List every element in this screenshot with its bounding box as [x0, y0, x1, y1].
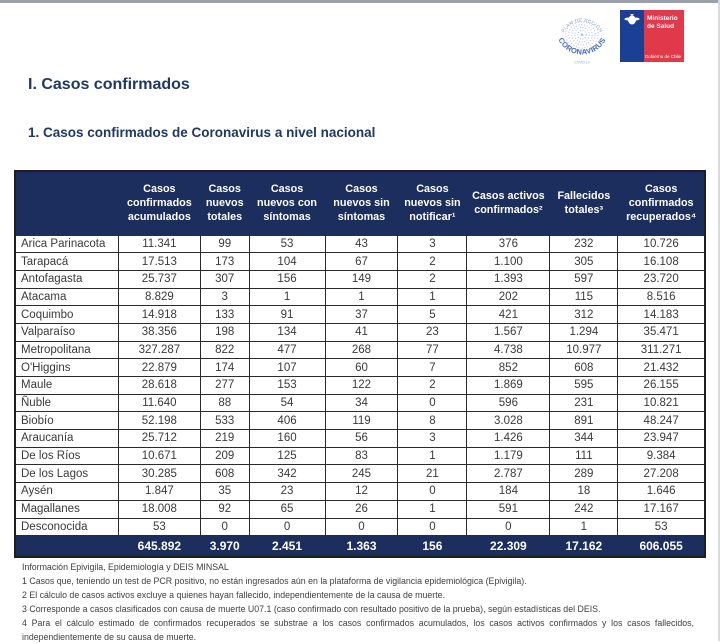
value-cell: 92 [200, 500, 249, 518]
table-row [15, 235, 705, 253]
value-cell: 202 [467, 288, 550, 306]
value-cell: 1.567 [467, 323, 550, 341]
value-cell: 35 [200, 483, 249, 501]
value-cell: 11.640 [118, 394, 200, 412]
value-cell: 1 [398, 500, 467, 518]
value-cell: 242 [550, 500, 618, 518]
value-cell: 26.155 [618, 377, 705, 395]
cases-table-body [15, 235, 705, 536]
value-cell: 43 [325, 235, 398, 253]
value-cell: 14.918 [118, 306, 200, 324]
value-cell: 0 [325, 518, 398, 536]
value-cell: 198 [200, 323, 249, 341]
value-cell: 1 [249, 288, 325, 306]
total-value-cell: 17.162 [550, 536, 618, 557]
value-cell: 65 [249, 500, 325, 518]
value-cell: 209 [200, 447, 249, 465]
column-header: Casos nuevos con síntomas [249, 171, 325, 235]
value-cell: 597 [550, 270, 618, 288]
footnote-line: 4 Para el cálculo estimado de confirmados recuperados se substrae a los casos confirmados acumulados, los casos activos confirmados y los casos fallecidos, independientemente de su causa de muerte. [22, 618, 694, 642]
svg-text:CORONAVIRUS [556, 36, 607, 57]
value-cell: 53 [249, 235, 325, 253]
value-cell: 277 [200, 377, 249, 395]
value-cell: 11.341 [118, 235, 200, 253]
value-cell: 52.198 [118, 412, 200, 430]
logo-arc-top-text: PLAN DE ACCIÓN [561, 18, 603, 34]
value-cell: 219 [200, 430, 249, 448]
cases-table-wrapper [14, 170, 706, 558]
value-cell: 21.432 [618, 359, 705, 377]
value-cell: 35.471 [618, 323, 705, 341]
header-row [15, 171, 705, 235]
value-cell: 173 [200, 253, 249, 271]
table-row [15, 465, 705, 483]
table-row [15, 412, 705, 430]
value-cell: 4.738 [467, 341, 550, 359]
value-cell: 596 [467, 394, 550, 412]
value-cell: 10.671 [118, 447, 200, 465]
total-row-label-cell [15, 536, 118, 557]
scan-edge-top [0, 0, 720, 3]
value-cell: 891 [550, 412, 618, 430]
value-cell: 156 [249, 270, 325, 288]
value-cell: 3 [398, 235, 467, 253]
total-value-cell: 606.055 [618, 536, 705, 557]
value-cell: 53 [618, 518, 705, 536]
table-row [15, 323, 705, 341]
region-name-cell: Metropolitana [15, 341, 118, 359]
value-cell: 25.712 [118, 430, 200, 448]
value-cell: 1.100 [467, 253, 550, 271]
value-cell: 591 [467, 500, 550, 518]
value-cell: 595 [550, 377, 618, 395]
cases-table-head [15, 171, 705, 235]
value-cell: 232 [550, 235, 618, 253]
value-cell: 54 [249, 394, 325, 412]
value-cell: 10.977 [550, 341, 618, 359]
value-cell: 289 [550, 465, 618, 483]
value-cell: 23 [249, 483, 325, 501]
total-value-cell: 645.892 [118, 536, 200, 557]
region-column-header [15, 171, 118, 235]
footnote-line: 1 Casos que, teniendo un test de PCR positivo, no están ingresados aún en la plataforma de vigilancia epidemiológica (Epivigila). [22, 576, 527, 586]
logo-arc-main-text: CORONAVIRUS [556, 35, 608, 57]
value-cell: 38.356 [118, 323, 200, 341]
value-cell: 1.393 [467, 270, 550, 288]
value-cell: 88 [200, 394, 249, 412]
value-cell: 174 [200, 359, 249, 377]
minsal-logo [620, 10, 684, 62]
value-cell: 53 [118, 518, 200, 536]
region-name-cell: Coquimbo [15, 306, 118, 324]
value-cell: 48.247 [618, 412, 705, 430]
header-logos [552, 6, 684, 66]
value-cell: 1.646 [618, 483, 705, 501]
value-cell: 18.008 [118, 500, 200, 518]
value-cell: 149 [325, 270, 398, 288]
value-cell: 0 [398, 483, 467, 501]
value-cell: 160 [249, 430, 325, 448]
coat-of-arms-icon [623, 13, 641, 27]
value-cell: 10.821 [618, 394, 705, 412]
minsal-logo-blue-panel [620, 10, 644, 62]
column-header: Casos nuevos sin síntomas [325, 171, 398, 235]
region-name-cell: Ñuble [15, 394, 118, 412]
value-cell: 0 [249, 518, 325, 536]
column-header: Casos confirmados acumulados [118, 171, 200, 235]
value-cell: 99 [200, 235, 249, 253]
value-cell: 16.108 [618, 253, 705, 271]
value-cell: 133 [200, 306, 249, 324]
coronavirus-plan-logo-icon [552, 6, 612, 66]
value-cell: 28.618 [118, 377, 200, 395]
value-cell: 0 [467, 518, 550, 536]
value-cell: 91 [249, 306, 325, 324]
value-cell: 2 [398, 253, 467, 271]
table-row [15, 518, 705, 536]
value-cell: 477 [249, 341, 325, 359]
footnote-line: 3 Corresponde a casos clasificados con causa de muerte U07.1 (caso confirmado con resultado positivo de la prueba), según estadísticas del DEIS. [22, 604, 601, 614]
value-cell: 1.179 [467, 447, 550, 465]
value-cell: 9.384 [618, 447, 705, 465]
value-cell: 608 [550, 359, 618, 377]
value-cell: 34 [325, 394, 398, 412]
table-row [15, 394, 705, 412]
value-cell: 25.737 [118, 270, 200, 288]
value-cell: 3.028 [467, 412, 550, 430]
table-row [15, 447, 705, 465]
subsection-title: 1. Casos confirmados de Coronavirus a nivel nacional [28, 125, 376, 140]
table-row [15, 500, 705, 518]
value-cell: 376 [467, 235, 550, 253]
value-cell: 7 [398, 359, 467, 377]
table-row [15, 359, 705, 377]
value-cell: 115 [550, 288, 618, 306]
footnotes [22, 560, 694, 644]
table-row [15, 430, 705, 448]
value-cell: 1 [550, 518, 618, 536]
value-cell: 312 [550, 306, 618, 324]
column-header: Casos nuevos sin notificar¹ [398, 171, 467, 235]
value-cell: 311.271 [618, 341, 705, 359]
value-cell: 23.947 [618, 430, 705, 448]
value-cell: 2 [398, 377, 467, 395]
value-cell: 3 [200, 288, 249, 306]
value-cell: 27.208 [618, 465, 705, 483]
value-cell: 0 [200, 518, 249, 536]
value-cell: 1 [325, 288, 398, 306]
section-title: I. Casos confirmados [28, 76, 190, 93]
value-cell: 2 [398, 270, 467, 288]
value-cell: 1.294 [550, 323, 618, 341]
value-cell: 67 [325, 253, 398, 271]
footnote-line: 2 El cálculo de casos activos excluye a quienes hayan fallecido, independientemente de la causa de muerte. [22, 590, 446, 600]
column-header: Casos confirmados recuperados⁴ [618, 171, 705, 235]
table-row [15, 253, 705, 271]
region-name-cell: Antofagasta [15, 270, 118, 288]
cases-table [14, 170, 706, 558]
value-cell: 37 [325, 306, 398, 324]
value-cell: 184 [467, 483, 550, 501]
cases-table-foot [15, 536, 705, 557]
value-cell: 406 [249, 412, 325, 430]
value-cell: 3 [398, 430, 467, 448]
total-row [15, 536, 705, 557]
value-cell: 10.726 [618, 235, 705, 253]
value-cell: 60 [325, 359, 398, 377]
column-header: Fallecidos totales³ [550, 171, 618, 235]
region-name-cell: De los Ríos [15, 447, 118, 465]
region-name-cell: Maule [15, 377, 118, 395]
total-value-cell: 156 [398, 536, 467, 557]
value-cell: 8.516 [618, 288, 705, 306]
value-cell: 17.513 [118, 253, 200, 271]
value-cell: 18 [550, 483, 618, 501]
value-cell: 268 [325, 341, 398, 359]
total-value-cell: 2.451 [249, 536, 325, 557]
logo-covid19-text: COVID-19 [574, 60, 590, 65]
region-name-cell: Biobío [15, 412, 118, 430]
value-cell: 134 [249, 323, 325, 341]
column-header: Casos nuevos totales [200, 171, 249, 235]
value-cell: 327.287 [118, 341, 200, 359]
value-cell: 344 [550, 430, 618, 448]
value-cell: 245 [325, 465, 398, 483]
value-cell: 421 [467, 306, 550, 324]
value-cell: 608 [200, 465, 249, 483]
region-name-cell: O'Higgins [15, 359, 118, 377]
table-row [15, 306, 705, 324]
value-cell: 1 [398, 288, 467, 306]
region-name-cell: De los Lagos [15, 465, 118, 483]
column-header: Casos activos confirmados² [467, 171, 550, 235]
value-cell: 14.183 [618, 306, 705, 324]
value-cell: 305 [550, 253, 618, 271]
value-cell: 533 [200, 412, 249, 430]
value-cell: 307 [200, 270, 249, 288]
footnote-line: Información Epivigila, Epidemiología y DEIS MINSAL [22, 562, 229, 572]
value-cell: 111 [550, 447, 618, 465]
minsal-government-text: Gobierno de Chile [644, 54, 681, 59]
svg-text:PLAN DE ACCIÓN [560, 18, 603, 34]
value-cell: 8.829 [118, 288, 200, 306]
value-cell: 0 [398, 394, 467, 412]
minsal-ministry-text: Ministerio de Salud [647, 15, 678, 30]
value-cell: 17.167 [618, 500, 705, 518]
value-cell: 119 [325, 412, 398, 430]
region-name-cell: Araucanía [15, 430, 118, 448]
value-cell: 2.787 [467, 465, 550, 483]
value-cell: 21 [398, 465, 467, 483]
value-cell: 41 [325, 323, 398, 341]
value-cell: 30.285 [118, 465, 200, 483]
region-name-cell: Magallanes [15, 500, 118, 518]
region-name-cell: Valparaíso [15, 323, 118, 341]
region-name-cell: Desconocida [15, 518, 118, 536]
value-cell: 342 [249, 465, 325, 483]
region-name-cell: Arica Parinacota [15, 235, 118, 253]
value-cell: 107 [249, 359, 325, 377]
region-name-cell: Tarapacá [15, 253, 118, 271]
value-cell: 23.720 [618, 270, 705, 288]
value-cell: 1.847 [118, 483, 200, 501]
table-row [15, 341, 705, 359]
value-cell: 0 [398, 518, 467, 536]
value-cell: 1 [398, 447, 467, 465]
value-cell: 822 [200, 341, 249, 359]
value-cell: 5 [398, 306, 467, 324]
total-value-cell: 3.970 [200, 536, 249, 557]
value-cell: 1.426 [467, 430, 550, 448]
value-cell: 26 [325, 500, 398, 518]
table-row [15, 483, 705, 501]
region-name-cell: Aysén [15, 483, 118, 501]
value-cell: 122 [325, 377, 398, 395]
value-cell: 852 [467, 359, 550, 377]
value-cell: 8 [398, 412, 467, 430]
value-cell: 231 [550, 394, 618, 412]
table-row [15, 377, 705, 395]
value-cell: 23 [398, 323, 467, 341]
value-cell: 22.879 [118, 359, 200, 377]
total-value-cell: 1.363 [325, 536, 398, 557]
table-row [15, 288, 705, 306]
total-value-cell: 22.309 [467, 536, 550, 557]
value-cell: 104 [249, 253, 325, 271]
value-cell: 77 [398, 341, 467, 359]
value-cell: 56 [325, 430, 398, 448]
value-cell: 125 [249, 447, 325, 465]
value-cell: 83 [325, 447, 398, 465]
table-row [15, 270, 705, 288]
value-cell: 153 [249, 377, 325, 395]
value-cell: 1.869 [467, 377, 550, 395]
region-name-cell: Atacama [15, 288, 118, 306]
value-cell: 12 [325, 483, 398, 501]
